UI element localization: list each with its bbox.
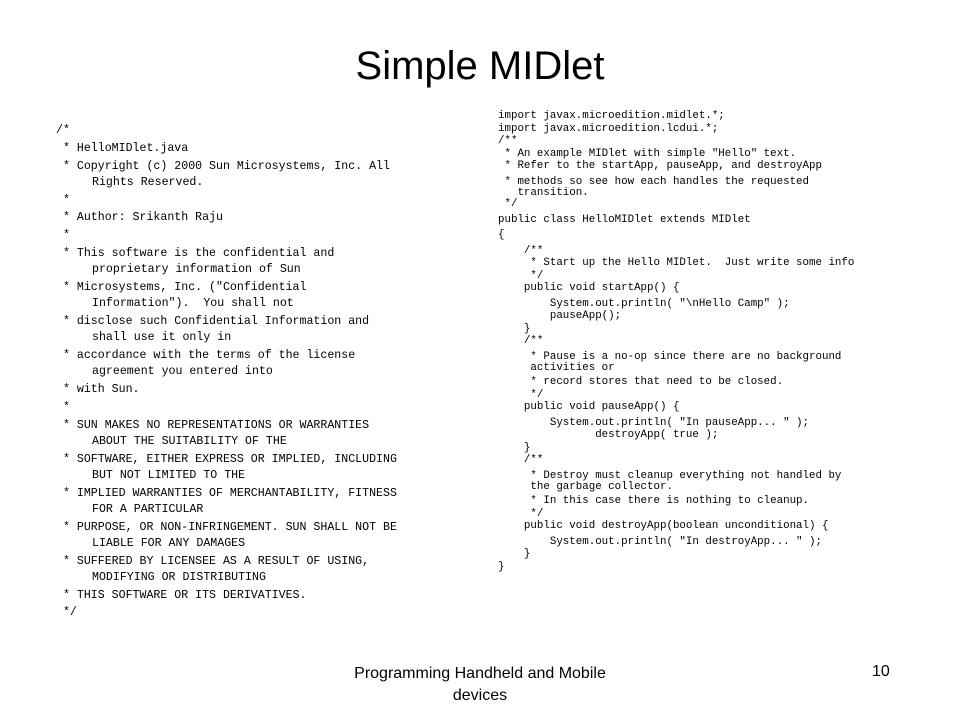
code-line-continuation: BUT NOT LIMITED TO THE [92,468,246,482]
code-line: { [498,229,505,241]
code-line: /** [498,454,544,466]
code-line-continuation: MODIFYING OR DISTRIBUTING [92,570,266,584]
code-line: /** [498,335,544,347]
code-line: * Copyright (c) 2000 Sun Microsystems, Inc. All [56,159,390,173]
code-line: * methods so see how each handles the requested [498,175,810,188]
code-line: * Start up the Hello MIDlet. Just write some info [498,257,855,269]
code-line: * This software is the confidential and [56,246,335,260]
code-line: * SUFFERED BY LICENSEE AS A RESULT OF USING, [56,554,370,568]
code-line: } [498,548,531,560]
code-line: */ [498,507,544,520]
code-line: * PURPOSE, OR NON-INFRINGEMENT. SUN SHALL NOT BE [56,520,397,534]
code-line: * HelloMIDlet.java [56,141,189,155]
code-line-continuation: FOR A PARTICULAR [92,502,204,516]
code-line: * IMPLIED WARRANTIES OF MERCHANTABILITY, FITNESS [56,486,397,500]
code-line-continuation: proprietary information of Sun [92,263,301,277]
code-line: } [498,322,531,335]
code-line: * An example MIDlet with simple "Hello" text. [498,147,797,160]
code-line: public void pauseApp() { [498,401,680,413]
code-line: System.out.println( "In pauseApp... " ); [498,416,810,429]
code-line: * Microsystems, Inc. ("Confidential [56,280,307,294]
code-line: /* [56,124,70,137]
code-line: * [56,193,70,207]
code-line: * SUN MAKES NO REPRESENTATIONS OR WARRANTIES [56,418,370,432]
code-line: public void destroyApp(boolean unconditional) { [498,520,829,532]
code-line: * Pause is a no-op since there are no background [498,350,842,363]
code-line-continuation: Information"). You shall not [92,297,294,311]
code-line: */ [498,388,544,401]
license-comment-block [56,122,456,622]
slide-number: 10 [872,663,890,680]
code-line: * Destroy must cleanup everything not handled by [498,469,842,482]
code-line: pauseApp(); [498,310,622,322]
code-line: * In this case there is nothing to cleanup. [498,495,810,507]
midlet-source-block [498,110,918,573]
code-line: * [56,229,70,243]
code-line: destroyApp( true ); [498,429,719,441]
code-line: /** [498,135,518,147]
code-line: * with Sun. [56,382,140,396]
code-line: */ [498,269,544,282]
code-line-continuation: LIABLE FOR ANY DAMAGES [92,536,246,550]
code-line-continuation: agreement you entered into [92,365,273,379]
code-line: * Refer to the startApp, pauseApp, and destroyApp [498,160,822,172]
code-line: * record stores that need to be closed. [498,376,784,388]
code-line: } [498,441,531,454]
code-line: * THIS SOFTWARE OR ITS DERIVATIVES. [56,588,307,602]
code-line: * SOFTWARE, EITHER EXPRESS OR IMPLIED, INCLUDING [56,452,397,466]
code-line: */ [498,198,518,210]
code-line-continuation: Rights Reserved. [92,175,204,189]
code-line: import javax.microedition.lcdui.*; [498,122,719,135]
slide-title: Simple MIDlet [355,44,605,88]
code-line-continuation: transition. [498,187,589,199]
code-line: public class HelloMIDlet extends MIDlet [498,213,751,226]
code-line-continuation: activities or [498,362,615,374]
code-line: public void startApp() { [498,282,680,294]
code-line: * [56,400,70,414]
footer-course-title: Programming Handheld and Mobile devices [354,665,606,704]
code-line: import javax.microedition.midlet.*; [498,110,725,122]
code-line: * disclose such Confidential Information and [56,314,370,328]
code-line: System.out.println( "\nHello Camp" ); [498,297,790,310]
code-line: * Author: Srikanth Raju [56,211,223,225]
code-line: System.out.println( "In destroyApp... " ); [498,535,822,548]
code-line-continuation: shall use it only in [92,331,232,345]
code-line: /** [498,244,544,257]
code-line-continuation: ABOUT THE SUITABILITY OF THE [92,434,287,448]
code-line: } [498,560,505,573]
code-line: * accordance with the terms of the license [56,348,356,362]
code-line: */ [56,606,77,620]
code-line-continuation: the garbage collector. [498,481,673,493]
